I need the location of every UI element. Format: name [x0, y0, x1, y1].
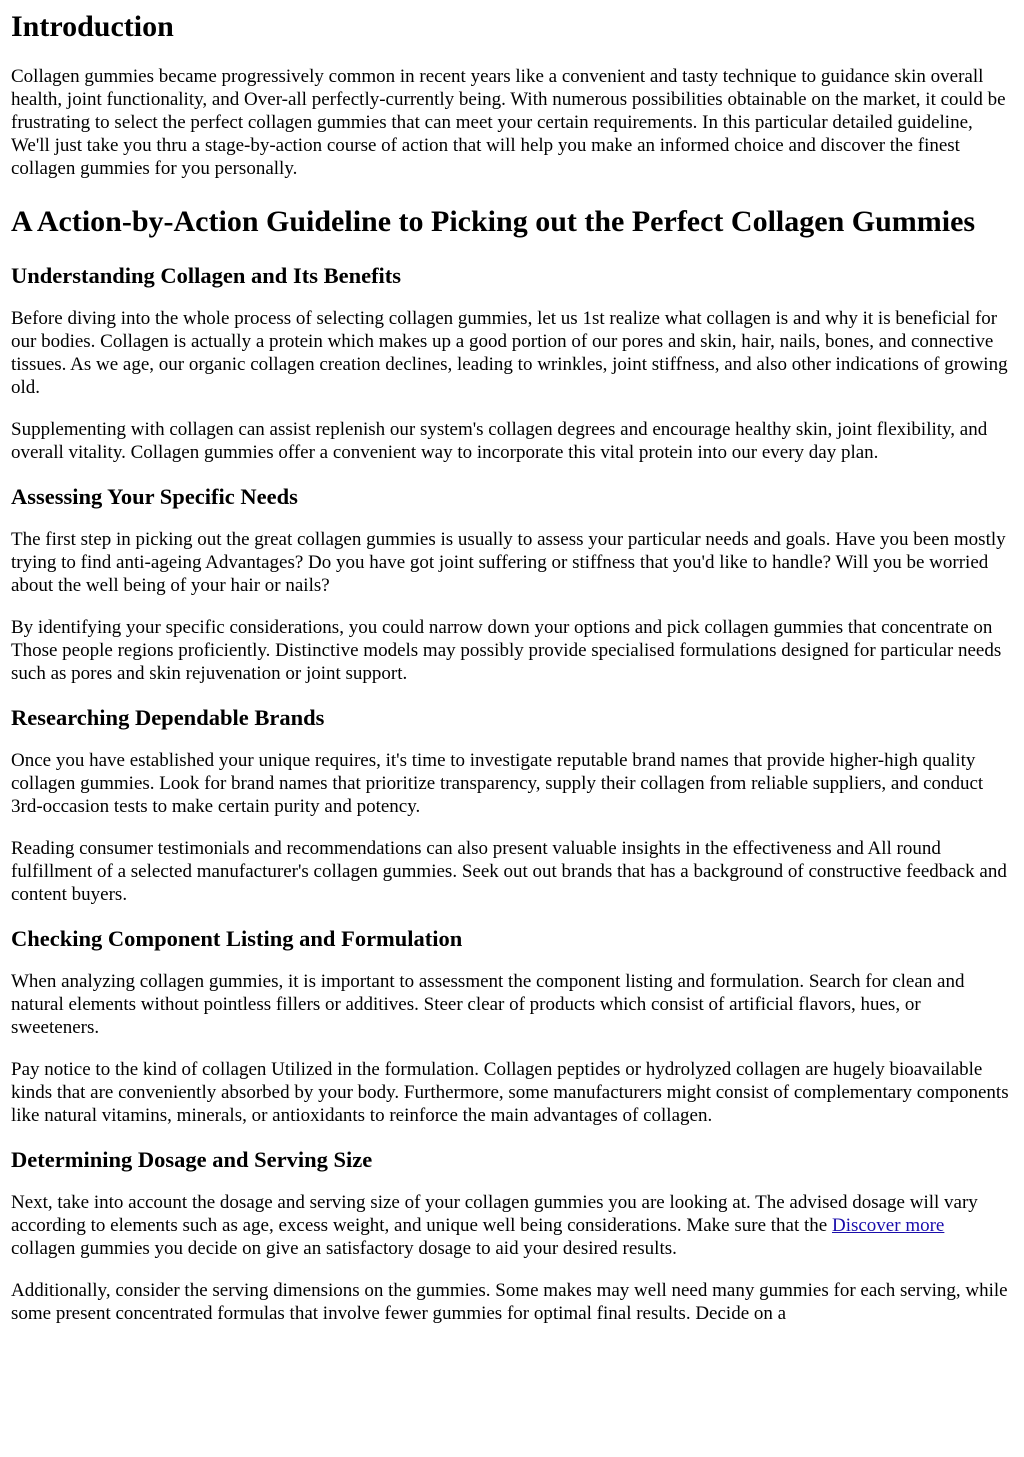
intro-paragraph: Collagen gummies became progressively common in recent years like a convenient and tasty technique to guidance skin overall health, joint functionality, and Over-all perfectly-currently being. With numerous possibilities obtainable on the market, it could be frustrating to select the perfect collagen gummies that can meet your certain requirements. In this particular detailed guideline, We'll just take you thru a stage-by-action course of action that will help you make an informed choice and discover the finest collagen gummies for you personally.: [11, 66, 1006, 179]
dosage-paragraph-1: [11, 1191, 1013, 1260]
checking-paragraph-2: Pay notice to the kind of collagen Utilized in the formulation. Collagen peptides or hydrolyzed collagen are hugely bioavailable kinds that are conveniently absorbed by your body. Furthermore, some manufacturers might consist of complementary components like natural vitamins, minerals, or antioxidants to reinforce the main advantages of collagen.: [11, 1059, 1009, 1126]
assessing-paragraph-2: By identifying your specific considerations, you could narrow down your options and pick collagen gummies that concentrate on Those people regions proficiently. Distinctive models may possibly provide specialised formulations designed for particular needs such as pores and skin rejuvenation or joint support.: [11, 617, 1002, 684]
section-heading-researching: Researching Dependable Brands: [11, 705, 325, 730]
assessing-paragraph-1: The first step in picking out the great collagen gummies is usually to assess your particular needs and goals. Have you been mostly trying to find anti-ageing Advantages? Do you have got joint suffering or stiffness that you'd like to handle? Will you be worried about the well being of your hair or nails?: [11, 529, 1006, 596]
page-title: Introduction: [11, 10, 174, 43]
researching-paragraph-1: Once you have established your unique requires, it's time to investigate reputable brand names that provide higher-high quality collagen gummies. Look for brand names that prioritize transparency, supply their collagen from reliable suppliers, and conduct 3rd-occasion tests to make certain purity and potency.: [11, 750, 984, 817]
discover-more-link[interactable]: Discover more: [831, 1215, 945, 1236]
section-heading-checking: Checking Component Listing and Formulation: [11, 926, 463, 951]
dosage-text-before-link: Next, take into account the dosage and serving size of your collagen gummies you are looking at. The advised dosage will vary according to elements such as age, excess weight, and unique well being considerations. Make sure that the: [11, 1192, 978, 1236]
understanding-paragraph-2: Supplementing with collagen can assist replenish our system's collagen degrees and encourage healthy skin, joint flexibility, and overall vitality. Collagen gummies offer a convenient way to incorporate this vital protein into our every day plan.: [11, 419, 988, 463]
section-heading-understanding: Understanding Collagen and Its Benefits: [11, 263, 402, 288]
guide-title: A Action-by-Action Guideline to Picking out the Perfect Collagen Gummies: [11, 205, 976, 238]
dosage-paragraph-2: Additionally, consider the serving dimensions on the gummies. Some makes may well need many gummies for each serving, while some present concentrated formulas that involve fewer gummies for optimal final results. Decide on a: [11, 1280, 1008, 1324]
understanding-paragraph-1: Before diving into the whole process of selecting collagen gummies, let us 1st realize what collagen is and why it is beneficial for our bodies. Collagen is actually a protein which makes up a good portion of our pores and skin, hair, nails, bones, and connective tissues. As we age, our organic collagen creation declines, leading to wrinkles, joint stiffness, and also other indications of growing old.: [11, 308, 1008, 398]
dosage-text-after-link: collagen gummies you decide on give an satisfactory dosage to aid your desired results.: [11, 1238, 677, 1259]
article: [0, 9, 1024, 1325]
checking-paragraph-1: When analyzing collagen gummies, it is important to assessment the component listing and formulation. Search for clean and natural elements without pointless fillers or additives. Steer clear of products which consist of artificial flavors, hues, or sweeteners.: [11, 971, 965, 1038]
researching-paragraph-2: Reading consumer testimonials and recommendations can also present valuable insights in the effectiveness and All round fulfillment of a selected manufacturer's collagen gummies. Seek out out brands that has a background of constructive feedback and content buyers.: [11, 838, 1007, 905]
section-heading-assessing: Assessing Your Specific Needs: [11, 484, 298, 509]
section-heading-dosage: Determining Dosage and Serving Size: [11, 1147, 373, 1172]
